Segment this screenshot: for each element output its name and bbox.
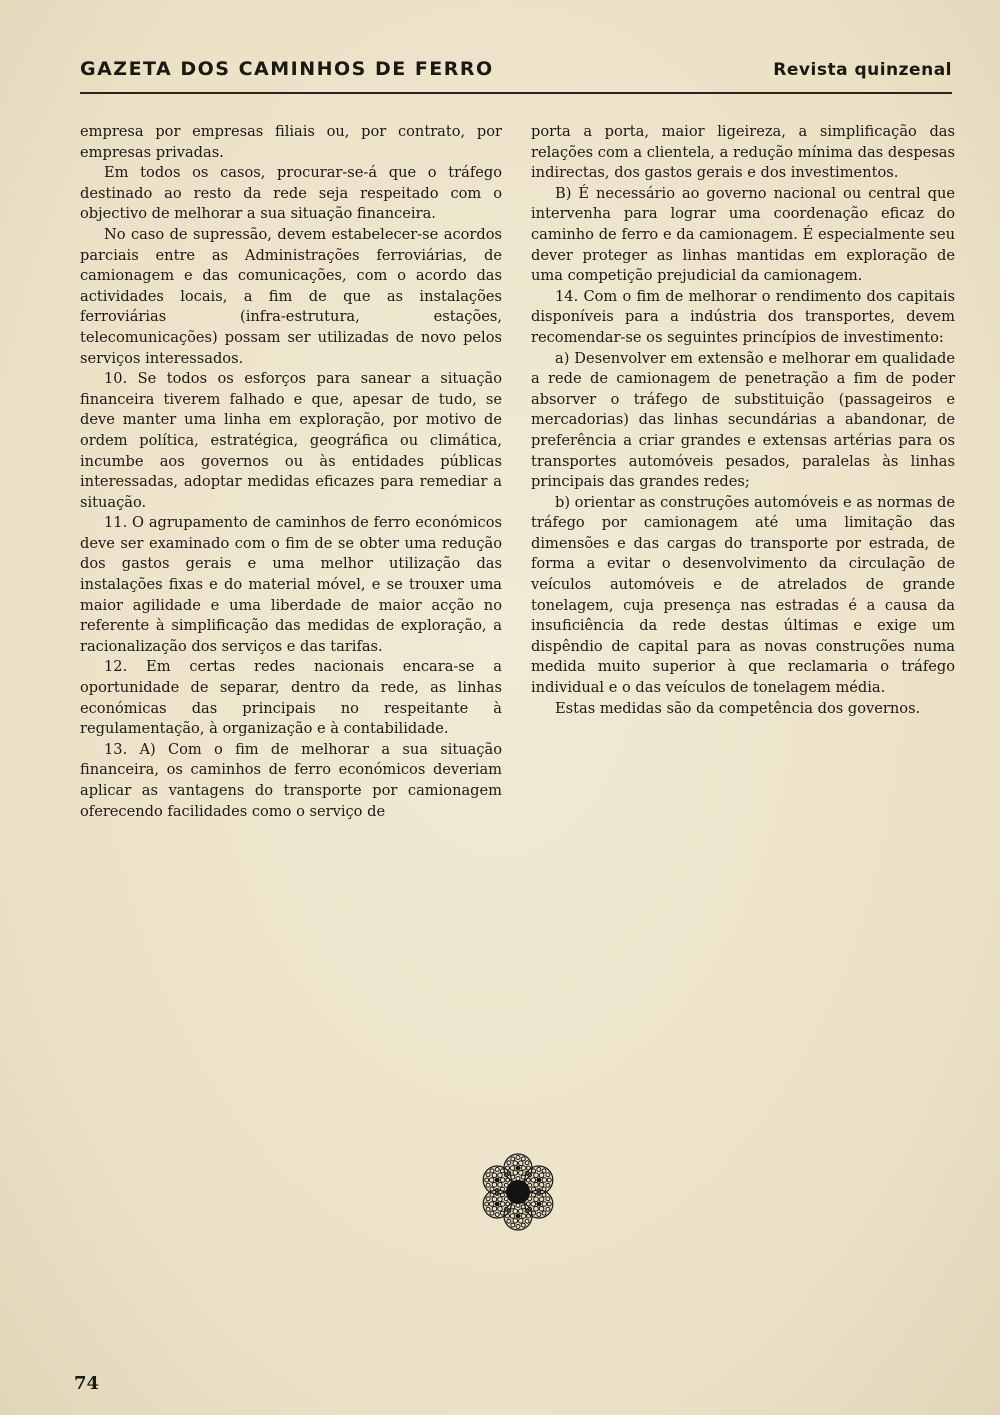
page-number: 74 [74, 1373, 100, 1394]
paragraph: porta a porta, maior ligeireza, a simplificação das relações com a clientela, a redução mínima das despesas indirectas, dos gastos gerais e dos investimentos. [531, 123, 955, 182]
paragraph: B) É necessário ao governo nacional ou central que intervenha para lograr uma coordenação eficaz do caminho de ferro e da camionagem. É especialmente seu dever proteger as linhas mantidas em exploração de uma competição prejudicial da camionagem. [531, 184, 955, 285]
paragraph: No caso de supressão, devem estabelecer-se acordos parciais entre as Administrações ferroviárias, de camionagem e das comunicações, com o acordo das actividades locais, a fim de que as instalações ferroviárias (infra-estrutura, estações, telecomunicações) possam ser utilizadas de novo pelos serviços interessados. [80, 225, 502, 367]
paragraph: 13. A) Com o fim de melhorar a sua situação financeira, os caminhos de ferro económicos deveriam aplicar as vantagens do transporte por camionagem oferecendo facilidades como o serviço de [80, 740, 502, 820]
right-column [531, 122, 955, 719]
paragraph: 11. O agrupamento de caminhos de ferro económicos deve ser examinado com o fim de se obter uma redução dos gastos gerais e uma melhor utilização das instalações fixas e do material móvel, e se trouxer uma maior agilidade e uma liberdade de maior acção no referente à simplificação das medidas de exploração, a racionalização dos serviços e das tarifas. [80, 514, 502, 655]
wire-rope-cross-section-icon [470, 1152, 566, 1232]
paragraph: b) orientar as construções automóveis e as normas de tráfego por camionagem até uma limitação das dimensões e das cargas do transporte por estrada, de forma a evitar o desenvolvimento da circulação de veículos automóveis e de atrelados de grande tonelagem, cuja presença nas estradas é a causa da insuficiência da rede destas últimas e exige um dispêndio de capital para as novas construções numa medida muito superior à que reclamaria o tráfego individual e o das veículos de tonelagem média. [531, 493, 955, 697]
running-header [80, 58, 952, 94]
paragraph: a) Desenvolver em extensão e melhorar em qualidade a rede de camionagem de penetração a fim de poder absorver o tráfego de substituição (passageiros e mercadorias) das linhas secundárias a abandonar, de preferência a criar grandes e extensas artérias para os transportes automóveis pesados, paralelas às linhas principais das grandes redes; [531, 349, 955, 491]
paragraph: 10. Se todos os esforços para sanear a situação financeira tiverem falhado e que, apesar de tudo, se deve manter uma linha em exploração, por motivo de ordem política, estratégica, geográfica ou climática, incumbe aos governos ou às entidades públicas interessadas, adoptar medidas eficazes para remediar a situação. [80, 370, 502, 511]
journal-title: GAZETA DOS CAMINHOS DE FERRO [80, 58, 494, 80]
journal-tagline: Revista quinzenal [773, 60, 952, 80]
paragraph: Estas medidas são da competência dos governos. [555, 699, 921, 717]
paragraph: 14. Com o fim de melhorar o rendimento dos capitais disponíveis para a indústria dos transportes, devem recomendar-se os seguintes princípios de investimento: [531, 287, 955, 346]
left-column [80, 122, 502, 822]
paragraph: Em todos os casos, procurar-se-á que o tráfego destinado ao resto da rede seja respeitado com o objectivo de melhorar a sua situação financeira. [80, 164, 502, 223]
paragraph: empresa por empresas filiais ou, por contrato, por empresas privadas. [80, 123, 502, 161]
paragraph: 12. Em certas redes nacionais encara-se a oportunidade de separar, dentro da rede, as linhas económicas das principais no respeitante à regulamentação, à organização e à contabilidade. [80, 658, 502, 738]
